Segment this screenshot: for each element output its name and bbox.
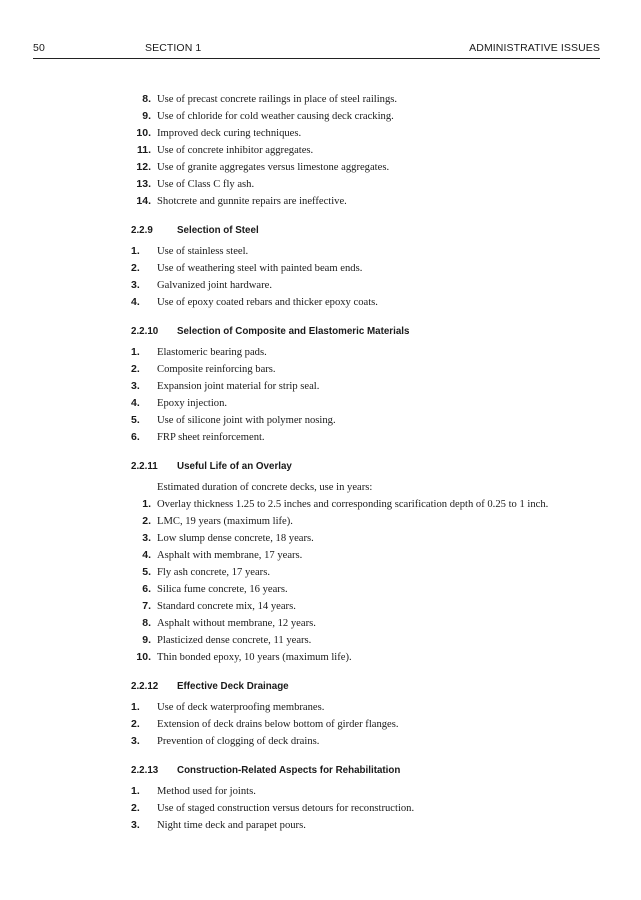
steel-list <box>131 243 611 311</box>
section-number: 2.2.10 <box>131 326 159 337</box>
list-item: 4. Epoxy injection. <box>131 397 228 409</box>
list-item: 4. Use of epoxy coated rebars and thicker epoxy coats. <box>131 296 378 308</box>
list-item: 14. Shotcrete and gunnite repairs are ineffective. <box>136 195 347 207</box>
page-body <box>131 91 611 834</box>
list-item: 2. Use of weathering steel with painted beam ends. <box>131 262 363 274</box>
list-item: 4. Asphalt with membrane, 17 years. <box>142 549 303 561</box>
overlay-life-list <box>131 496 611 666</box>
list-item: 9. Use of chloride for cold weather causing deck cracking. <box>142 110 394 122</box>
section-heading <box>131 762 611 779</box>
section-number: 2.2.12 <box>131 681 159 692</box>
section-title: Construction-Related Aspects for Rehabilitation <box>177 765 401 776</box>
list-item: 3. Prevention of clogging of deck drains. <box>131 735 320 747</box>
section-number: 2.2.9 <box>131 225 153 236</box>
list-item: 1. Overlay thickness 1.25 to 2.5 inches and corresponding scarification depth of 0.25 to 1 inch. <box>142 498 549 510</box>
list-item: 13. Use of Class C fly ash. <box>136 178 255 190</box>
section-number: 2.2.11 <box>131 461 158 472</box>
list-item: 8. Asphalt without membrane, 12 years. <box>142 617 316 629</box>
list-item: 1. Use of stainless steel. <box>131 245 249 257</box>
section-heading <box>131 678 611 695</box>
list-item: 10. Improved deck curing techniques. <box>136 127 302 139</box>
list-item: 3. Expansion joint material for strip seal. <box>131 380 320 392</box>
section-label: SECTION 1 <box>145 42 202 54</box>
section-title: Selection of Steel <box>177 225 259 236</box>
list-item: 1. Use of deck waterproofing membranes. <box>131 701 325 713</box>
list-item: 7. Standard concrete mix, 14 years. <box>142 600 296 612</box>
list-item: 3. Night time deck and parapet pours. <box>131 819 306 831</box>
page-number: 50 <box>33 42 45 54</box>
section-title: Effective Deck Drainage <box>177 681 289 692</box>
list-item: 6. Silica fume concrete, 16 years. <box>142 583 288 595</box>
list-item: 3. Low slump dense concrete, 18 years. <box>142 532 314 544</box>
list-item: 1. Method used for joints. <box>131 785 256 797</box>
chapter-title: ADMINISTRATIVE ISSUES <box>469 42 600 54</box>
list-item: 1. Elastomeric bearing pads. <box>131 346 267 358</box>
list-item: 5. Fly ash concrete, 17 years. <box>142 566 270 578</box>
list-item: 2. LMC, 19 years (maximum life). <box>142 515 293 527</box>
section-heading <box>131 323 611 340</box>
section-title: Useful Life of an Overlay <box>177 461 292 472</box>
list-item: 8. Use of precast concrete railings in place of steel railings. <box>142 93 398 105</box>
rehabilitation-list <box>131 783 611 834</box>
section-intro: Estimated duration of concrete decks, use in years: <box>157 482 373 493</box>
list-item: 3. Galvanized joint hardware. <box>131 279 273 291</box>
list-item: 12. Use of granite aggregates versus limestone aggregates. <box>136 161 390 173</box>
section-title: Selection of Composite and Elastomeric Materials <box>177 326 410 337</box>
list-item: 6. FRP sheet reinforcement. <box>131 431 265 443</box>
running-header <box>33 40 600 59</box>
list-item: 11. Use of concrete inhibitor aggregates. <box>136 144 314 156</box>
list-item: 9. Plasticized dense concrete, 11 years. <box>142 634 312 646</box>
composite-list <box>131 344 611 446</box>
section-number: 2.2.13 <box>131 765 159 776</box>
list-item: 2. Use of staged construction versus detours for reconstruction. <box>131 802 415 814</box>
drainage-list <box>131 699 611 750</box>
list-item: 10. Thin bonded epoxy, 10 years (maximum life). <box>136 651 352 663</box>
continued-list <box>131 91 611 210</box>
section-heading <box>131 222 611 239</box>
section-heading <box>131 458 611 475</box>
list-item: 2. Composite reinforcing bars. <box>131 363 276 375</box>
list-item: 2. Extension of deck drains below bottom of girder flanges. <box>131 718 399 730</box>
list-item: 5. Use of silicone joint with polymer nosing. <box>131 414 336 426</box>
